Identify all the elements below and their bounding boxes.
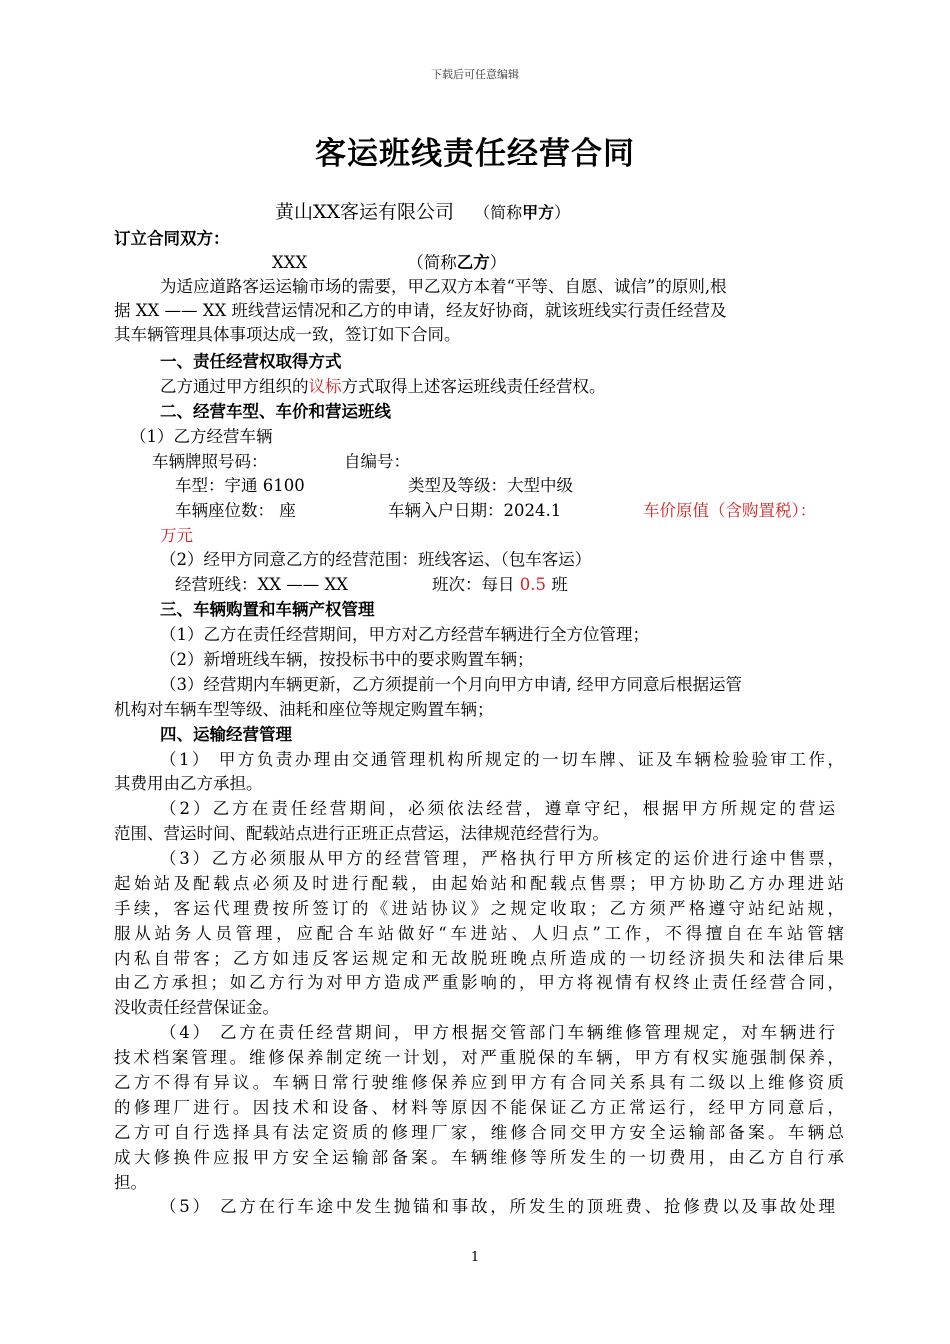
selfno-label: 自编号：	[344, 452, 410, 471]
s4-p3-line-4: 服从站务人员管理，应配合车站做好“车进站、人归点”工作，不得擅自在车站管辖	[114, 924, 844, 943]
vehicle-seats: 车辆座位数： 座	[175, 501, 296, 520]
s4-p5: （5） 乙方在行车途中发生抛锚和事故，所发生的顶班费、抢修费以及事故处理	[160, 1197, 835, 1216]
trips-red: 0.5	[519, 575, 546, 594]
trips-b: 班	[546, 575, 568, 594]
section-1-text	[160, 375, 890, 399]
s4-p4-line-6: 成大修换件应报甲方安全运输部备案。车辆维修等所发生的一切费用，由乙方自行承	[114, 1148, 844, 1167]
s4-p3-line-6: 由乙方承担；如乙方行为对甲方造成严重影响的，甲方将视情有权终止责任经营合同，	[114, 973, 844, 992]
plate-label: 车辆牌照号码：	[152, 452, 268, 471]
s4-p4-line-2: 技术档案管理。维修保养制定统一计划，对严重脱保的车辆，甲方有权实施强制保养，	[114, 1048, 844, 1067]
s4-p4-line-3: 乙方不得有异议。车辆日常行驶维修保养应到甲方有合同关系具有二级以上维修资质	[114, 1073, 844, 1092]
s4-p3-line-7: 没收责任经营保证金。	[114, 998, 279, 1017]
vehicle-model: 车型：宇通 6100	[175, 476, 305, 495]
party-b-name: XXX	[272, 253, 308, 272]
s4-p4-line-4: 的修理厂进行。因技术和设备、材料等原因不能保证乙方正常运行，经甲方同意后，	[114, 1098, 844, 1117]
s4-p4-line-5: 乙方可自行选择具有法定资质的修理厂家，维修合同交甲方安全运输部备案。车辆总	[114, 1123, 844, 1142]
s4-p3-line-3: 手续，客运代理费按所签订的《进站协议》之规定收取；乙方须严格遵守站纪站规，	[114, 899, 844, 918]
s4-p2-line-1: （2）乙方在责任经营期间，必须依法经营，遵章守纪，根据甲方所规定的营运	[160, 799, 835, 818]
page-number: 1	[470, 1250, 480, 1265]
section-4-heading: 四、运输经营管理	[160, 725, 292, 744]
parties-label: 订立合同双方：	[114, 229, 230, 248]
s4-p2-line-2: 范围、营运时间、配载站点进行正班正点营运，法律规范经营行为。	[114, 824, 609, 843]
party-a-name: 黄山XX客运有限公司	[275, 201, 455, 223]
party-b-abbr-prefix: （简称	[407, 253, 457, 272]
price-label: 车价原值（含购置税）：	[643, 501, 817, 520]
document-title: 客运班线责任经营合同	[315, 136, 635, 172]
s4-p3-line-1: （3）乙方必须服从甲方的经营管理，严格执行甲方所核定的运价进行途中售票，	[160, 849, 844, 868]
s4-p1-line-1: （1） 甲方负责办理由交通管理机构所规定的一切车牌、证及车辆检验验审工作，	[160, 750, 844, 769]
s3-p2: （2）新增班线车辆，按投标书中的要求购置车辆；	[160, 650, 534, 669]
s3-p3b: 机构对车辆车型等级、油耗和座位等规定购置车辆；	[114, 700, 494, 719]
trips	[432, 573, 568, 597]
header-note: 下载后可任意编辑	[431, 68, 519, 81]
s4-p1-line-2: 其费用由乙方承担。	[114, 774, 263, 793]
intro-line-2: 据 XX —— XX 班线营运情况和乙方的申请，经友好协商，就该班线实行责任经营及	[114, 301, 727, 320]
s1-text-a: 乙方通过甲方组织的	[160, 377, 309, 396]
party-b-abbr-suffix: ）	[489, 253, 507, 272]
intro-line-1: 为适应道路客运运输市场的需要，甲乙双方本着“平等、自愿、诚信”的原则,根	[160, 277, 727, 296]
party-b-abbr: 乙方	[456, 253, 490, 272]
party-a-abbr: 甲方	[522, 203, 555, 222]
s3-p1: （1）乙方在责任经营期间，甲方对乙方经营车辆进行全方位管理；	[160, 625, 649, 644]
s4-p4-line-1: （4） 乙方在责任经营期间，甲方根据交管部门车辆维修管理规定，对车辆进行	[160, 1023, 835, 1042]
s2-item1: （1）乙方经营车辆	[130, 427, 273, 446]
party-b-line	[272, 251, 950, 275]
party-a-abbr-prefix: （简称	[474, 203, 523, 222]
s1-text-b: 方式取得上述客运班线责任经营权。	[341, 377, 606, 396]
party-a-abbr-suffix: ）	[554, 203, 571, 222]
route: 经营班线：XX —— XX	[175, 575, 348, 594]
s4-p3-line-5: 内私自带客；乙方如违反客运规定和无故脱班晚点所造成的一切经济损失和法律后果	[114, 949, 844, 968]
s2-item2: （2）经甲方同意乙方的经营范围：班线客运、（包车客运）	[160, 550, 592, 569]
vehicle-class: 类型及等级：大型中级	[408, 476, 573, 495]
party-a-line	[275, 200, 950, 225]
price-unit: 万元	[160, 526, 193, 545]
s4-p3-line-2: 起始站及配载点必须及时进行配载，由起始站和配载点售票；甲方协助乙方办理进站	[114, 874, 844, 893]
trips-a: 班次：每日	[432, 575, 520, 594]
section-1-heading: 一、责任经营权取得方式	[160, 352, 342, 371]
vehicle-reg-date: 车辆入户日期：2024.1	[388, 501, 562, 520]
intro-line-3: 其车辆管理具体事项达成一致，签订如下合同。	[114, 325, 461, 344]
section-3-heading: 三、车辆购置和车辆产权管理	[160, 600, 375, 619]
s3-p3a: （3）经营期内车辆更新，乙方须提前一个月向甲方申请, 经甲方同意后根据运管	[160, 675, 742, 694]
section-2-heading: 二、经营车型、车价和营运班线	[160, 402, 391, 421]
s4-p4-line-7: 担。	[114, 1173, 147, 1192]
s1-text-red: 议标	[308, 377, 342, 396]
